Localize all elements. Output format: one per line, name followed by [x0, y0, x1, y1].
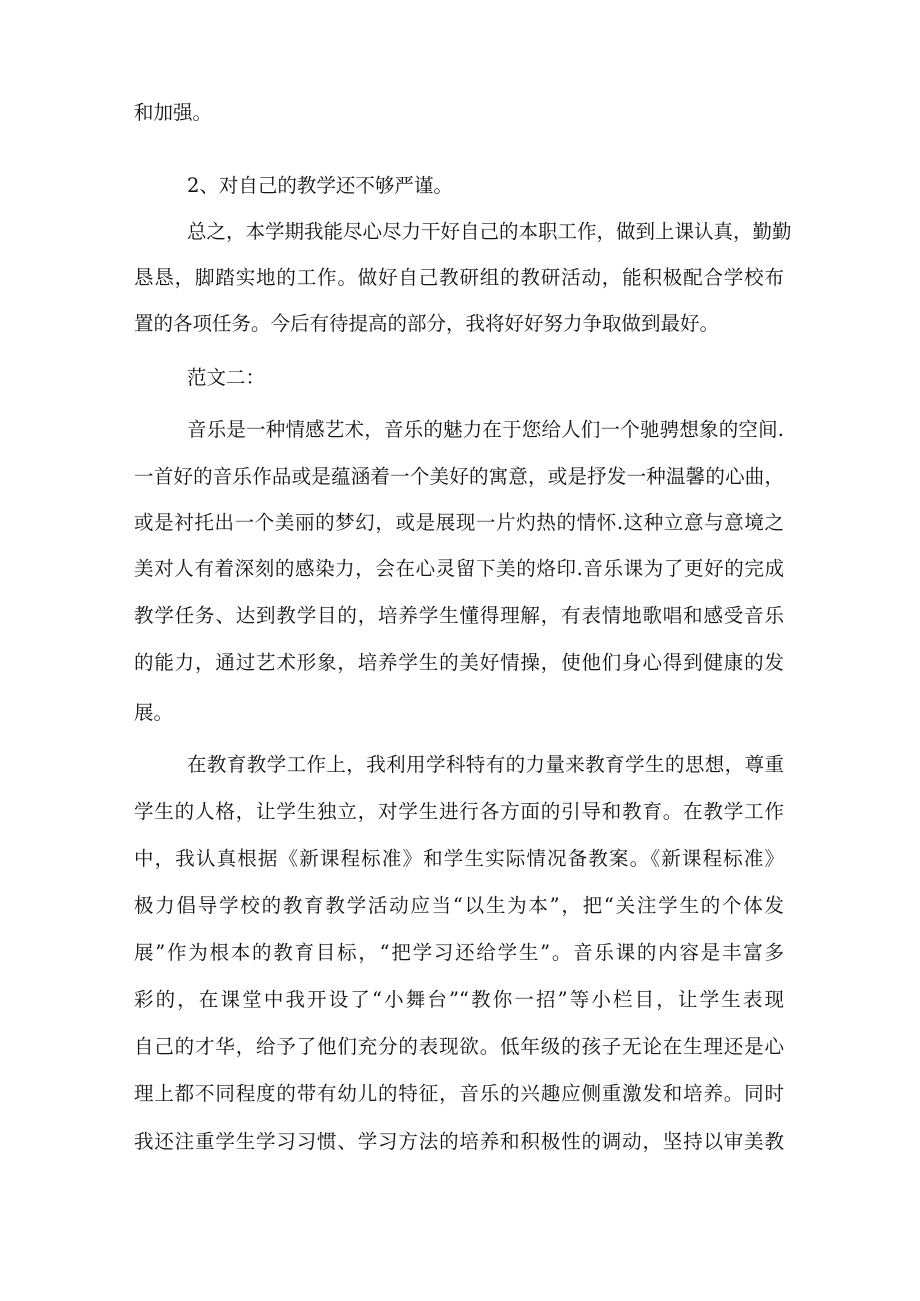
paragraph-line: 展”作为根本的教育目标，“把学习还给学生”。音乐课的内容是丰富多 — [134, 941, 784, 964]
paragraph-line: 或是衬托出一个美丽的梦幻，或是展现一片灼热的情怀.这种立意与意境之 — [134, 511, 784, 534]
paragraph-line: 中，我认真根据《新课程标准》和学生实际情况备教案。《新课程标准》 — [134, 847, 784, 870]
paragraph-line: 教学任务、达到教学目的，培养学生懂得理解，有表情地歌唱和感受音乐 — [134, 604, 784, 627]
text-line: 和加强。 — [134, 101, 213, 124]
paragraph-line: 总之，本学期我能尽心尽力干好自己的本职工作，做到上课认真，勤勤 — [187, 220, 792, 243]
list-item: 2、对自己的教学还不够严谨。 — [187, 174, 453, 197]
paragraph-line: 美对人有着深刻的感染力，会在心灵留下美的烙印.音乐课为了更好的完成 — [134, 557, 784, 580]
paragraph-line: 理上都不同程度的带有幼儿的特征，音乐的兴趣应侧重激发和培养。同时 — [134, 1082, 784, 1105]
paragraph-line: 我还注重学生学习习惯、学习方法的培养和积极性的调动，坚持以审美教 — [134, 1130, 784, 1153]
paragraph-line: 展。 — [134, 701, 174, 724]
paragraph-line: 学生的人格，让学生独立，对学生进行各方面的引导和教育。在教学工作 — [134, 800, 784, 823]
paragraph-line: 置的各项任务。今后有待提高的部分，我将好好努力争取做到最好。 — [134, 312, 720, 335]
paragraph-line: 极力倡导学校的教育教学活动应当“以生为本”，把“关注学生的个体发 — [134, 894, 784, 917]
paragraph-line: 恳恳，脚踏实地的工作。做好自己教研组的教研活动，能积极配合学校布 — [134, 266, 784, 289]
paragraph-line: 音乐是一种情感艺术，音乐的魅力在于您给人们一个驰骋想象的空间. — [187, 418, 784, 441]
paragraph-line: 彩的，在课堂中我开设了“小舞台”“教你一招”等小栏目，让学生表现 — [134, 988, 784, 1011]
section-heading: 范文二： — [187, 366, 266, 389]
paragraph-line: 自己的才华，给予了他们充分的表现欲。低年级的孩子无论在生理还是心 — [134, 1035, 784, 1058]
paragraph-line: 的能力，通过艺术形象，培养学生的美好情操，使他们身心得到健康的发 — [134, 651, 784, 674]
paragraph-line: 在教育教学工作上，我利用学科特有的力量来教育学生的思想，尊重 — [187, 753, 784, 776]
paragraph-line: 一首好的音乐作品或是蕴涵着一个美好的寓意，或是抒发一种温馨的心曲， — [134, 465, 784, 488]
